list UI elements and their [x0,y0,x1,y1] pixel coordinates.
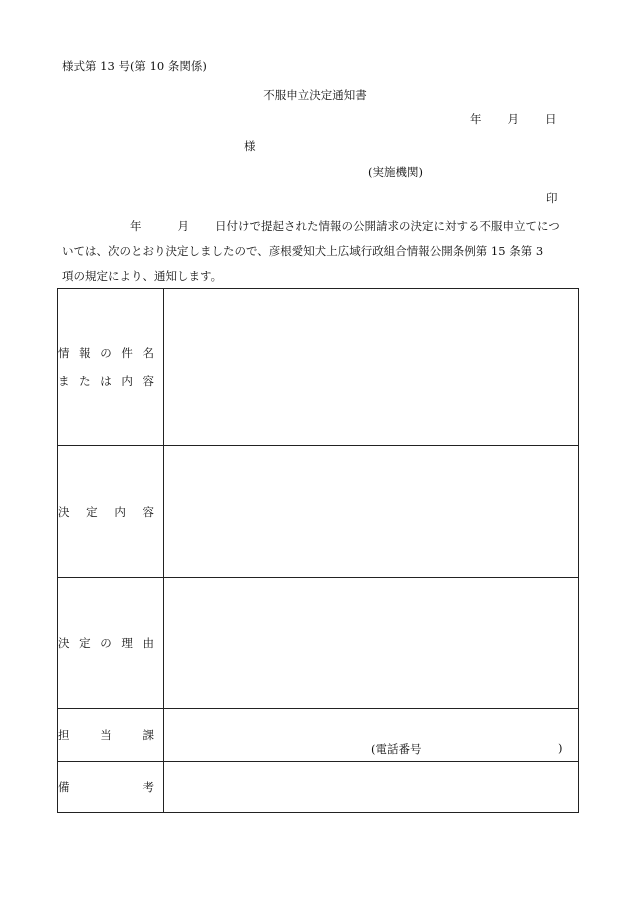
table-row-remarks [58,762,579,813]
subject-label [58,289,164,446]
document-title: 不服申立決定通知書 [263,88,367,102]
table-row-department [58,709,579,762]
phone-number-field: (電話番号 ) [371,741,563,756]
reason-field[interactable] [164,578,579,709]
date-line [470,111,557,127]
date-year: 年 [470,112,482,126]
subject-label-line-2: ま た は 内 容 [58,374,154,388]
table-row-reason [58,578,579,709]
remarks-field[interactable] [164,762,579,813]
notice-body [62,214,580,289]
decision-label: 決 定 内 容 [58,446,164,578]
date-month: 月 [507,112,519,126]
department-label: 担 当 課 [58,709,164,762]
body-line-2: いては、次のとおり決定しましたので、彦根愛知犬上広域行政組合情報公開条例第 15 条第 3 [62,244,544,258]
remarks-label: 備 考 [58,762,164,813]
subject-field[interactable] [164,289,579,446]
body-line-3: 項の規定により、通知します。 [62,269,223,283]
table-row-subject [58,289,579,446]
form-number: 様式第 13 号(第 10 条関係) [62,59,207,73]
addressee-suffix: 様 [244,139,256,153]
seal-mark: 印 [546,191,558,205]
table-row-decision [58,446,579,578]
subject-label-line-1: 情 報 の 件 名 [58,346,154,360]
date-day: 日 [545,112,557,126]
body-line-1: 年 月 日付けで提起された情報の公開請求の決定に対する不服申立てにつ [130,219,560,233]
decision-field[interactable] [164,446,579,578]
reason-label: 決 定 の 理 由 [58,578,164,709]
department-field[interactable] [164,709,579,762]
implementing-agency: (実施機関) [368,165,423,179]
decision-form-table [57,288,579,813]
